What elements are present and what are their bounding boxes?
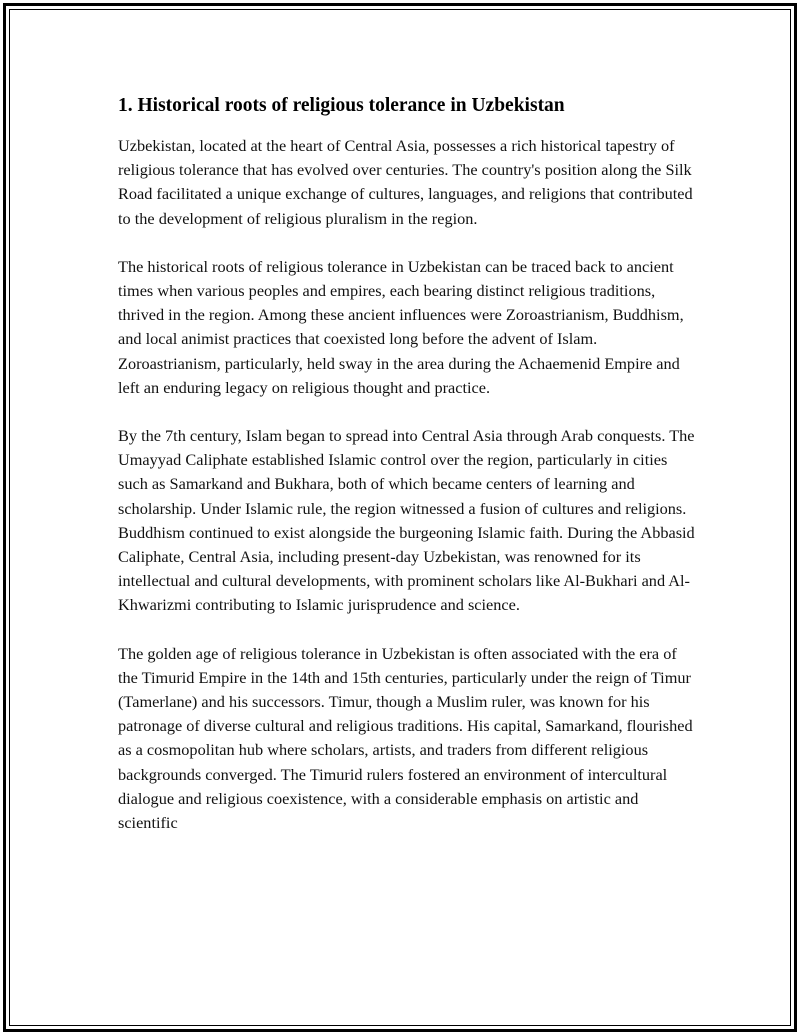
paragraph-1: Uzbekistan, located at the heart of Central Asia, possesses a rich historical tapestry of religious tolerance that has evolved over centuries. The country's position along the Silk Road facilitated a unique exchange of cultures, languages, and religions that contributed to the development of religious pluralism in the region. — [118, 136, 693, 228]
document-body — [118, 93, 696, 859]
paragraph-4: The golden age of religious tolerance in Uzbekistan is often associated with the era of the Timurid Empire in the 14th and 15th centuries, particularly under the reign of Timur (Tamerlane) and his successors. Timur, though a Muslim ruler, was known for his patronage of diverse cultural and religious traditions. His capital, Samarkand, flourished as a cosmopolitan hub where scholars, artists, and traders from different religious backgrounds converged. The Timurid rulers fostered an environment of intercultural dialogue and religious coexistence, with a considerable emphasis on artistic and scientific — [118, 643, 693, 833]
paragraph-3: By the 7th century, Islam began to spread into Central Asia through Arab conquests. The Umayyad Caliphate established Islamic control over the region, particularly in cities such as Samarkand and Bukhara, both of which became centers of learning and scholarship. Under Islamic rule, the region witnessed a fusion of cultures and religions. Buddhism continued to exist alongside the burgeoning Islamic faith. During the Abbasid Caliphate, Central Asia, including present-day Uzbekistan, was renowned for its intellectual and cultural developments, with prominent scholars like Al-Bukhari and Al-Khwarizmi contributing to Islamic jurisprudence and science. — [118, 426, 695, 615]
page-frame — [3, 3, 797, 1032]
paragraph-2: The historical roots of religious tolerance in Uzbekistan can be traced back to ancient times when various peoples and empires, each bearing distinct religious traditions, thrived in the region. Among these ancient influences were Zoroastrianism, Buddhism, and local animist practices that coexisted long before the advent of Islam. Zoroastrianism, particularly, held sway in the area during the Achaemenid Empire and left an enduring legacy on religious thought and practice. — [118, 256, 684, 397]
section-heading: 1. Historical roots of religious tolerance in Uzbekistan — [118, 95, 565, 116]
